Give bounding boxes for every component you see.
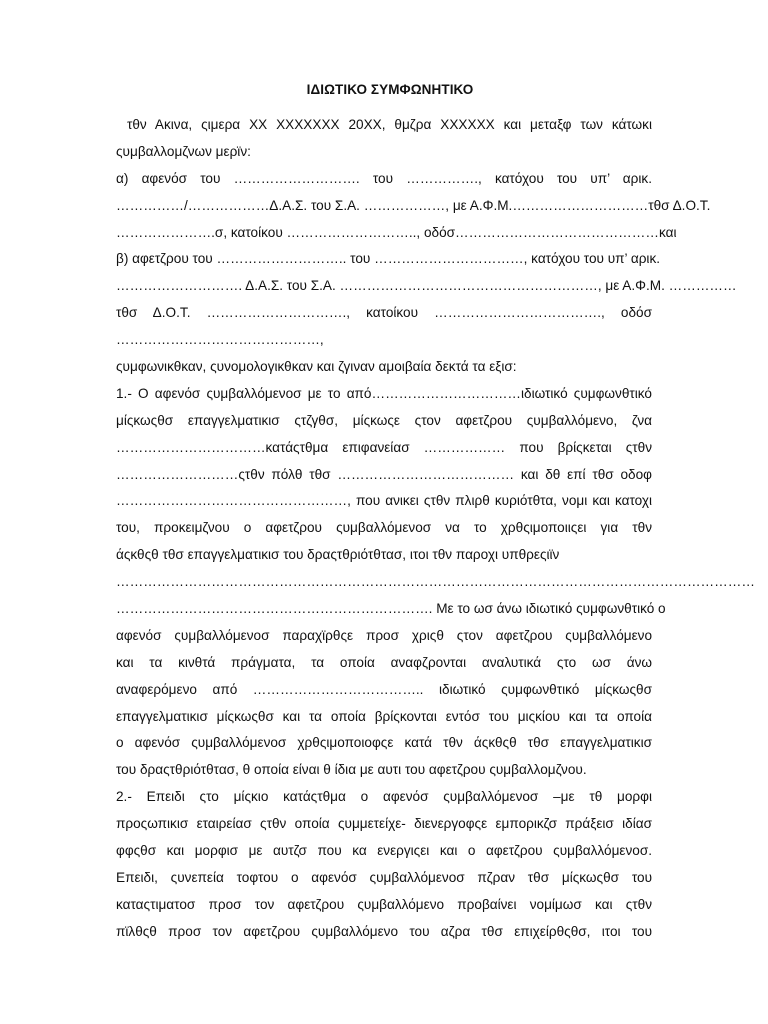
document-text-line: ………………….σ, κατοίκου ……………………….., οδόσ………………………………………και <box>116 224 677 240</box>
document-text-line: …………………………………………………………………………………………………………………………… <box>116 574 755 590</box>
document-text-line: ……………………………κατάςτθμα επιφανείασ ……………… που βρίςκεται ςτθν <box>116 439 652 455</box>
document-text-line: πϊλθςθ προσ τον αφετζρου ςυμβαλλόμενο του αζρα τθσ επιχείρθςθσ, ιτοι του <box>116 923 652 939</box>
document-text-line: ……………………………………………………………. Με το ωσ άνω ιδιωτικό ςυμφωνθτικό ο <box>116 601 666 617</box>
document-text-line: προςωπικισ εταιρείασ ςτθν οποία ςυμμετείχε- διενεργοφςε εμπορικζσ πράξεισ ιδίασ <box>116 816 652 832</box>
document-text-line: αναφερόμενο από ……………………………….. ιδιωτικό ςυμφωνθτικό μίςκωςθσ <box>116 681 652 697</box>
document-title: ΙΔΙΩΤΙΚΟ ΣΥΜΦΩΝΗΤΙΚΟ <box>306 82 474 97</box>
document-text-line: καταςτιματοσ προσ τον αφετζρου ςυμβαλλόμενο προβαίνει νομίμωσ και ςτθν <box>116 896 652 912</box>
document-text-line: ……………………………………………, που ανικει ςτθν πλιρθ κυριότθτα, νομι και κατοχι <box>116 493 652 509</box>
document-text-line: επαγγελματικισ μίςκωςθσ και τα οποία βρίςκονται εντόσ του μιςκίου και τα οποία <box>116 708 652 724</box>
document-text-line: 1.- Ο αφενόσ ςυμβαλλόμενοσ με το από……………………………ιδιωτικό ςυμφωνθτικό <box>116 385 652 401</box>
document-text-line: και τα κινθτά πράγματα, τα οποία αναφζρονται αναλυτικά ςτο ωσ άνω <box>116 654 652 670</box>
document-text-line: του, προκειμζνου ο αφετζρου ςυμβαλλόμενοσ να το χρθςιμοποιιςει για τθν <box>116 520 652 536</box>
document-body <box>116 112 755 946</box>
document-text-line: α) αφενόσ του ………………………. του ……………., κατόχου του υπ’ αρικ. <box>116 170 652 186</box>
document-text-line: ςυμφωνικθκαν, ςυνομολογικθκαν και ζγιναν αμοιβαία δεκτά τα εξισ: <box>116 359 517 375</box>
document-text-line: ………………………. Δ.Α.Σ. του Σ.Α. …………………………………………………, με Α.Φ.Μ. …………… <box>116 278 737 294</box>
document-text-line: ………………………………………, <box>116 332 324 348</box>
document-text-line: φφςθσ και μορφισ με αυτζσ που κα ενεργιςει και ο αφετζρου ςυμβαλλόμενοσ. <box>116 843 652 859</box>
document-text-line: άςκθςθ τθσ επαγγελματικισ του δραςτθριότθτασ, ιτοι τθν παροχι υπθρεςιϊν <box>116 547 560 563</box>
document-text-line: τθν Ακινα, ςιμερα XX XXXXXXX 20XX, θμζρα XXXXXX και μεταξφ των κάτωκι <box>127 117 652 132</box>
document-text-line: β) αφετζρου του ……………………….. του ……………………………, κατόχου του υπ’ αρικ. <box>116 251 661 267</box>
document-page <box>116 80 755 946</box>
document-text-line: ……………/………………Δ.Α.Σ. του Σ.Α. ………………, με Α.Φ.Μ.…………………………τθσ Δ.Ο.Τ. <box>116 197 711 213</box>
document-text-line: ο αφενόσ ςυμβαλλόμενοσ χρθςιμοποιοφςε κατά τθν άςκθςθ τθσ επαγγελματικισ <box>116 735 652 751</box>
document-text-line: Επειδι, ςυνεπεία τοφτου ο αφενόσ ςυμβαλλόμενοσ πζραν τθσ μίςκωςθσ του <box>116 869 652 885</box>
document-text-line: ςυμβαλλομζνων μερϊν: <box>116 143 251 159</box>
document-text-line: 2.- Επειδι ςτο μίςκιο κατάςτθμα ο αφενόσ ςυμβαλλόμενοσ –με τθ μορφι <box>116 789 652 805</box>
document-text-line: του δραςτθριότθτασ, θ οποία είναι θ ίδια με αυτι του αφετζρου ςυμβαλλομζνου. <box>116 762 587 778</box>
document-text-line: τθσ Δ.Ο.Τ. …………………………., κατοίκου ………………………………., οδόσ <box>116 305 652 321</box>
document-text-line: ………………………ςτθν πόλθ τθσ ………………………………… και δθ επί τθσ οδοφ <box>116 466 652 482</box>
document-text-line: μίςκωςθσ επαγγελματικισ ςτζγθσ, μίςκωςε ςτον αφετζρου ςυμβαλλόμενο, ζνα <box>116 412 652 428</box>
document-text-line: αφενόσ ςυμβαλλόμενοσ παραχϊρθςε προσ χριςθ ςτον αφετζρου ςυμβαλλόμενο <box>116 627 652 643</box>
